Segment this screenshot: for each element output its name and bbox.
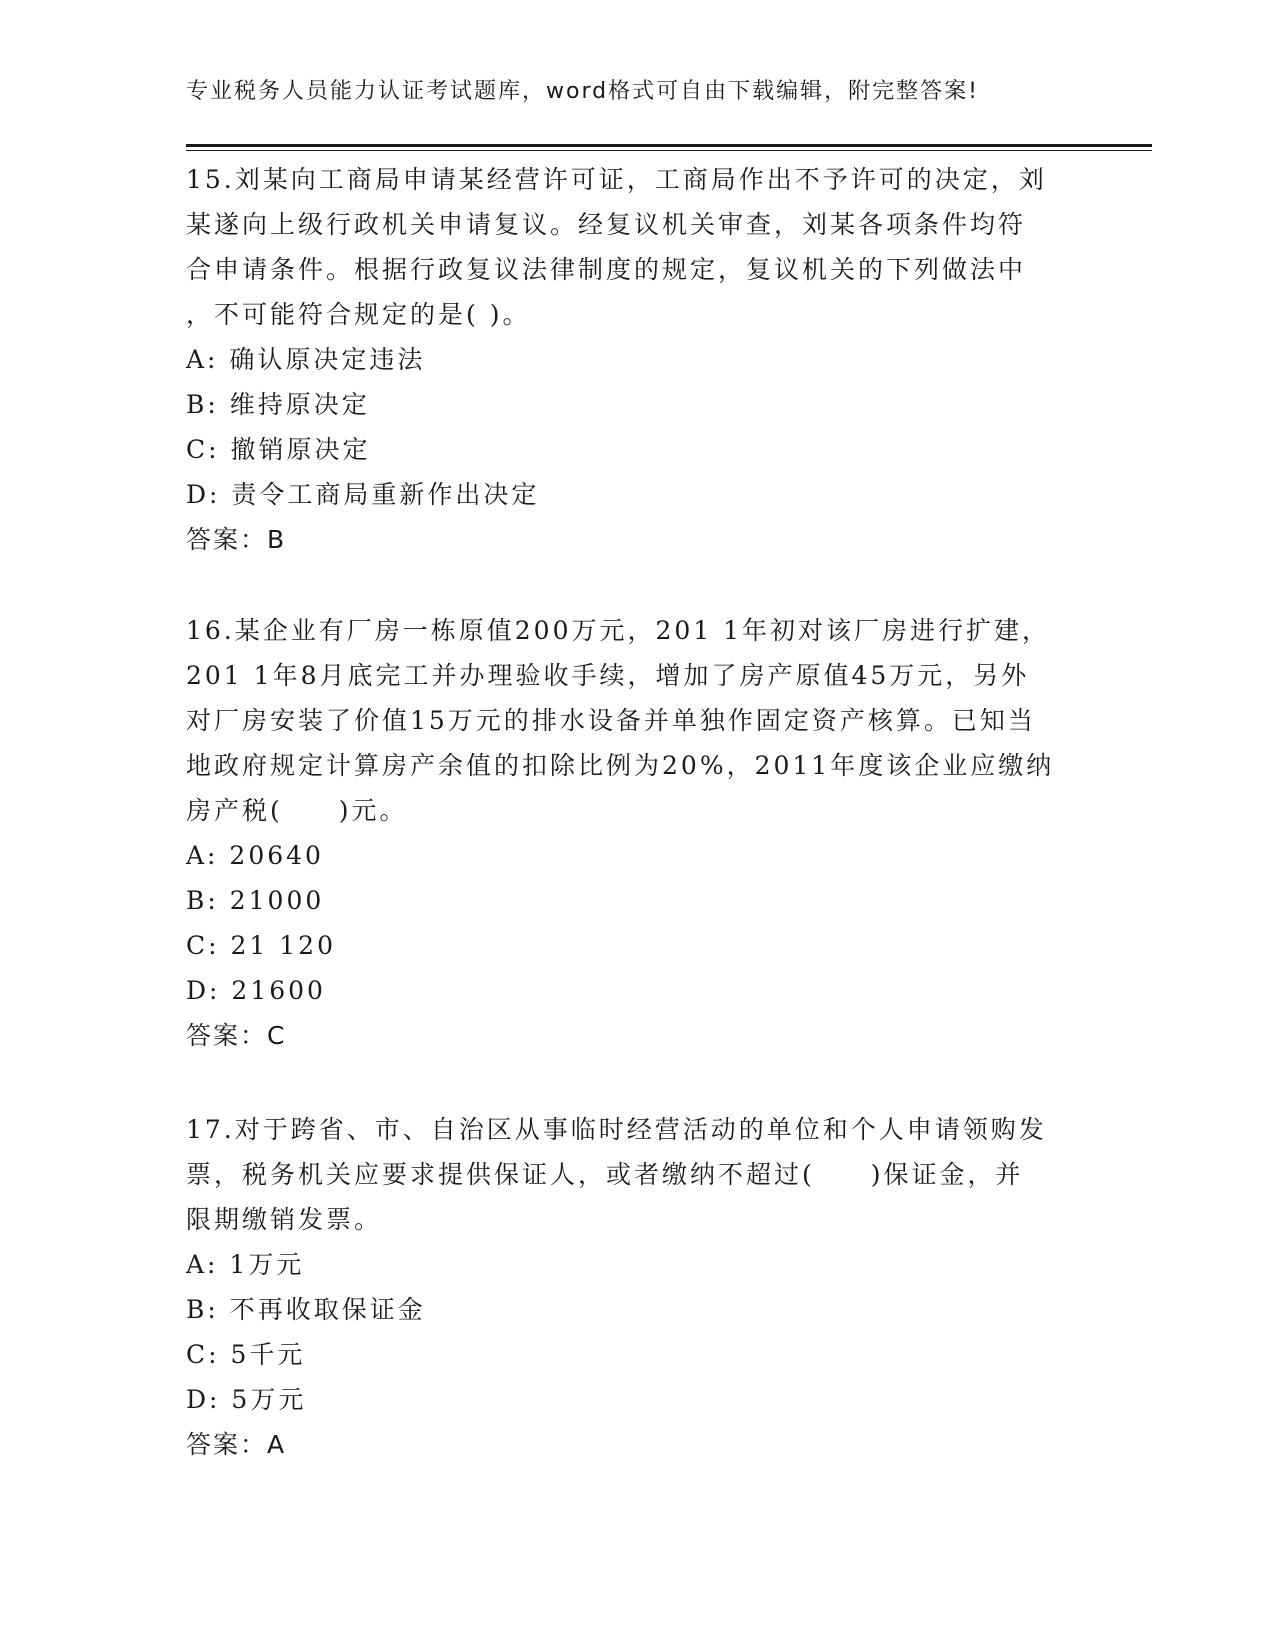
- question-text-line: 房产税( )元。: [186, 796, 408, 825]
- option-d: D: 5万元: [186, 1385, 307, 1414]
- answer: 答案：B: [186, 525, 287, 554]
- question-text-line: 201 1年8月底完工并办理验收手续，增加了房产原值45万元，另外: [186, 661, 1030, 690]
- question-text-line: 限期缴销发票。: [186, 1205, 383, 1234]
- question-15: [186, 157, 1076, 562]
- answer: 答案：A: [186, 1430, 287, 1459]
- option-a: A: 1万元: [186, 1250, 305, 1279]
- question-text-line: 票，税务机关应要求提供保证人，或者缴纳不超过( )保证金，并: [186, 1160, 1024, 1189]
- question-17: [186, 1107, 1076, 1467]
- option-c: C: 撤销原决定: [186, 435, 371, 464]
- question-text-line: 15.刘某向工商局申请某经营许可证，工商局作出不予许可的决定，刘: [186, 165, 1047, 194]
- option-c: C: 5千元: [186, 1340, 306, 1369]
- option-c: C: 21 120: [186, 931, 336, 960]
- option-d: D: 责令工商局重新作出决定: [186, 480, 540, 509]
- option-a: A: 确认原决定违法: [186, 345, 426, 374]
- question-text-line: 对厂房安装了价值15万元的排水设备并单独作固定资产核算。已知当: [186, 706, 1036, 735]
- question-text-line: 合申请条件。根据行政复议法律制度的规定，复议机关的下列做法中: [186, 255, 1027, 284]
- question-16: [186, 608, 1076, 1058]
- option-d: D: 21600: [186, 976, 326, 1005]
- option-b: B: 不再收取保证金: [186, 1295, 426, 1324]
- question-text-line: 17.对于跨省、市、自治区从事临时经营活动的单位和个人申请领购发: [186, 1115, 1047, 1144]
- question-text-line: ，不可能符合规定的是( )。: [186, 300, 531, 329]
- question-text-line: 某遂向上级行政机关申请复议。经复议机关审查，刘某各项条件均符: [186, 210, 1027, 239]
- question-text-line: 地政府规定计算房产余值的扣除比例为20%，2011年度该企业应缴纳: [186, 751, 1055, 780]
- option-b: B: 维持原决定: [186, 390, 370, 419]
- option-a: A: 20640: [186, 841, 324, 870]
- answer: 答案：C: [186, 1021, 287, 1050]
- option-b: B: 21000: [186, 886, 325, 915]
- page-header: 专业税务人员能力认证考试题库，word格式可自由下载编辑，附完整答案!: [186, 79, 979, 104]
- question-text-line: 16.某企业有厂房一栋原值200万元，201 1年初对该厂房进行扩建，: [186, 616, 1051, 645]
- header-rule-thick: [186, 144, 1152, 147]
- header-rule-thin: [186, 150, 1152, 151]
